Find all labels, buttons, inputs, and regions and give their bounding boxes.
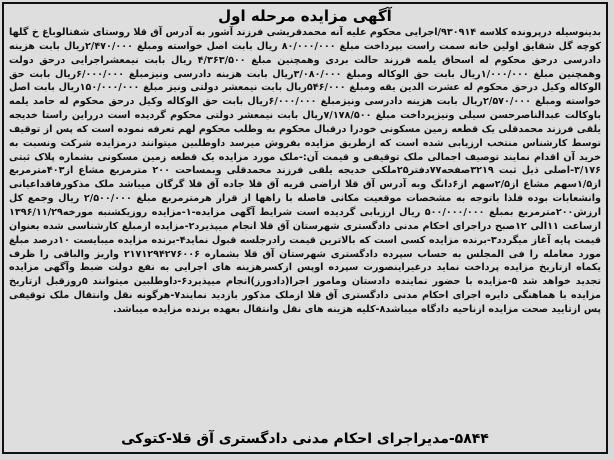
notice-title: آگهی مزایده مرحله اول (218, 7, 392, 25)
notice-body (4, 26, 606, 317)
notice-footer: ۵۸۴۴-مدیراجرای احکام مدنی دادگستری آق قلا-کتوکی (121, 431, 489, 447)
auction-notice (2, 2, 608, 454)
notice-paragraph: بدینوسیله درپرونده کلاسه ۹۳۰۹۱۴/اجرایی محکوم علیه آنه محمدقریشی فرزند آشور به آدرس آق قلا روستای شفتالوباغ خ گلها کوچه گل شقایق اولین خانه سمت راست بپرداخت مبلغ ۸۰/۰۰۰/۰۰۰ ریال بابت اصل خواسته ومبلغ ۲/۴۷۰/۰۰۰ریال بابت هزینه دادرسی درحق محکوم له اسحاق یلمه فرزند حالت بردی وهمچنین مبلغ ۴/۳۶۳/۵۰۰ ریال بابت نیمعشراجرایی درحق دولت وهمچنین مبلغ ۱/۰۰۰/۰۰۰ریال بابت حق الوکاله ومبلغ ۳/۰۸۰/۰۰۰ریال بابت هزینه دادرسی ونیزمبلغ ۶/۰۰۰/۰۰۰ریال بابت حق الوکاله وکیل درحق محکوم له عشرت الدین یقه ومبلغ ۵۴۶/۰۰۰ریال بابت نیمعشر دولتی ونیز مبلغ ۱۵۰/۰۰۰/۰۰۰ریال بابت اصل خواسته ومبلغ ۲/۵۷۰/۰۰۰ریال بابت هزینه دادرسی ونیزمبلغ ۶/۰۰۰/۰۰۰ریال بابت حق الوکاله وکیل درحق محکوم له حامد یلمه باوکالت عبدالناصرحسن سیلی ونیزپرداخت مبلغ ۷/۱۷۸/۵۰۰ریال بابت نیمعشر دولتی محکوم گردیده است درراین راستا خدیجه یلقی فرزند محمدقلی یک قطعه زمین مسکونی خودرا درقبال محکوم به وطلب محکوم لهم تعرفه نموده است که پس از توقیف توسط کارشناس منتخب ارزیابی شده است که ازطریق مزایده بفروش میرسد داوطلبین میتوانند درمزایده شرکت ونسبت به خرید آن اقدام نمایند توصیف اجمالی ملک توقیفی و قیمت آن:-ملک مورد مزایده یک قطعه زمین مسکونی بشماره پلاک ثبتی ۳/۱۷۶-اصلی ذیل ثبت ۳۲۱۹صفحه۷۷دفتر۲۵ملکی خدیجه یلقی فرزند محمدقلی وبمساحت ۲۰۰ مترمربع مشاع از۴۰۳مترمربع از۱/۵سهم مشاع از۲/۵سهم از۶دانگ وبه آدرس آق قلا اراضی قریه آق قلا جاده آق قلا گرگان میباشد ملک مذکورفاقداعیانی وانشعابات بوده فلذا باتوجه به مشخصات موقعیت مکانی فاصله با راهها از قرار هرمترمربع مبلغ ۲/۵۰۰/۰۰۰ ریال وجمع کل ارزش۲۰۰مترمربع بمبلغ ۵۰۰/۰۰۰/۰۰۰ ریال ارزیابی گردیده است شرایط آگهی مزایده-۱-مزایده روزیکشنبه مورخه۱۳۹۶/۱۱/۲۹ ازساعت ۱۱الی ۱۲صبح دراجرای احکام مدنی دادگستری شهرستان آق قلا انجام میپذیرد۲-مزایده ازمبلغ کارشناسی شده بعنوان قیمت پایه آغاز میگردد۳-برنده مزایده کسی است که بالاترین قیمت رادرجلسه قبول نماید۴-برنده مزایده میبایست ۱۰درصد مبلغ مورد معامله را فی المجلس به حساب سپرده دادگستری شهرستان آق قلا بشماره ۲۱۷۱۲۹۴۲۷۶۰۰۶ واریز والباقی را ظرف یکماه ازتاریخ مزایده پرداخت نماید درغیراینصورت سپرده اوپس ازکسرهزینه های اجرایی به نفع دولت ضبط وآگهی مزایده تجدید خواهد شد ۵-مزایده با حضور نماینده دادستان ومامور اجرا(دادورز)انجام میپذیرد۶-داوطلبین میتوانند ۵روزقبل ازتاریخ مزایده با هماهنگی دایره اجرای احکام مدنی دادگستری آق قلا ازملک مذکور بازدید نمایند۷-هرگونه نقل وانتقال ملک توقیفی پس ازتایید صحت مزایده ازناحیه دادگاه میباشد۸-کلیه هزینه های نقل وانتقال بعهده برنده مزایده میباشد. (9, 27, 602, 315)
